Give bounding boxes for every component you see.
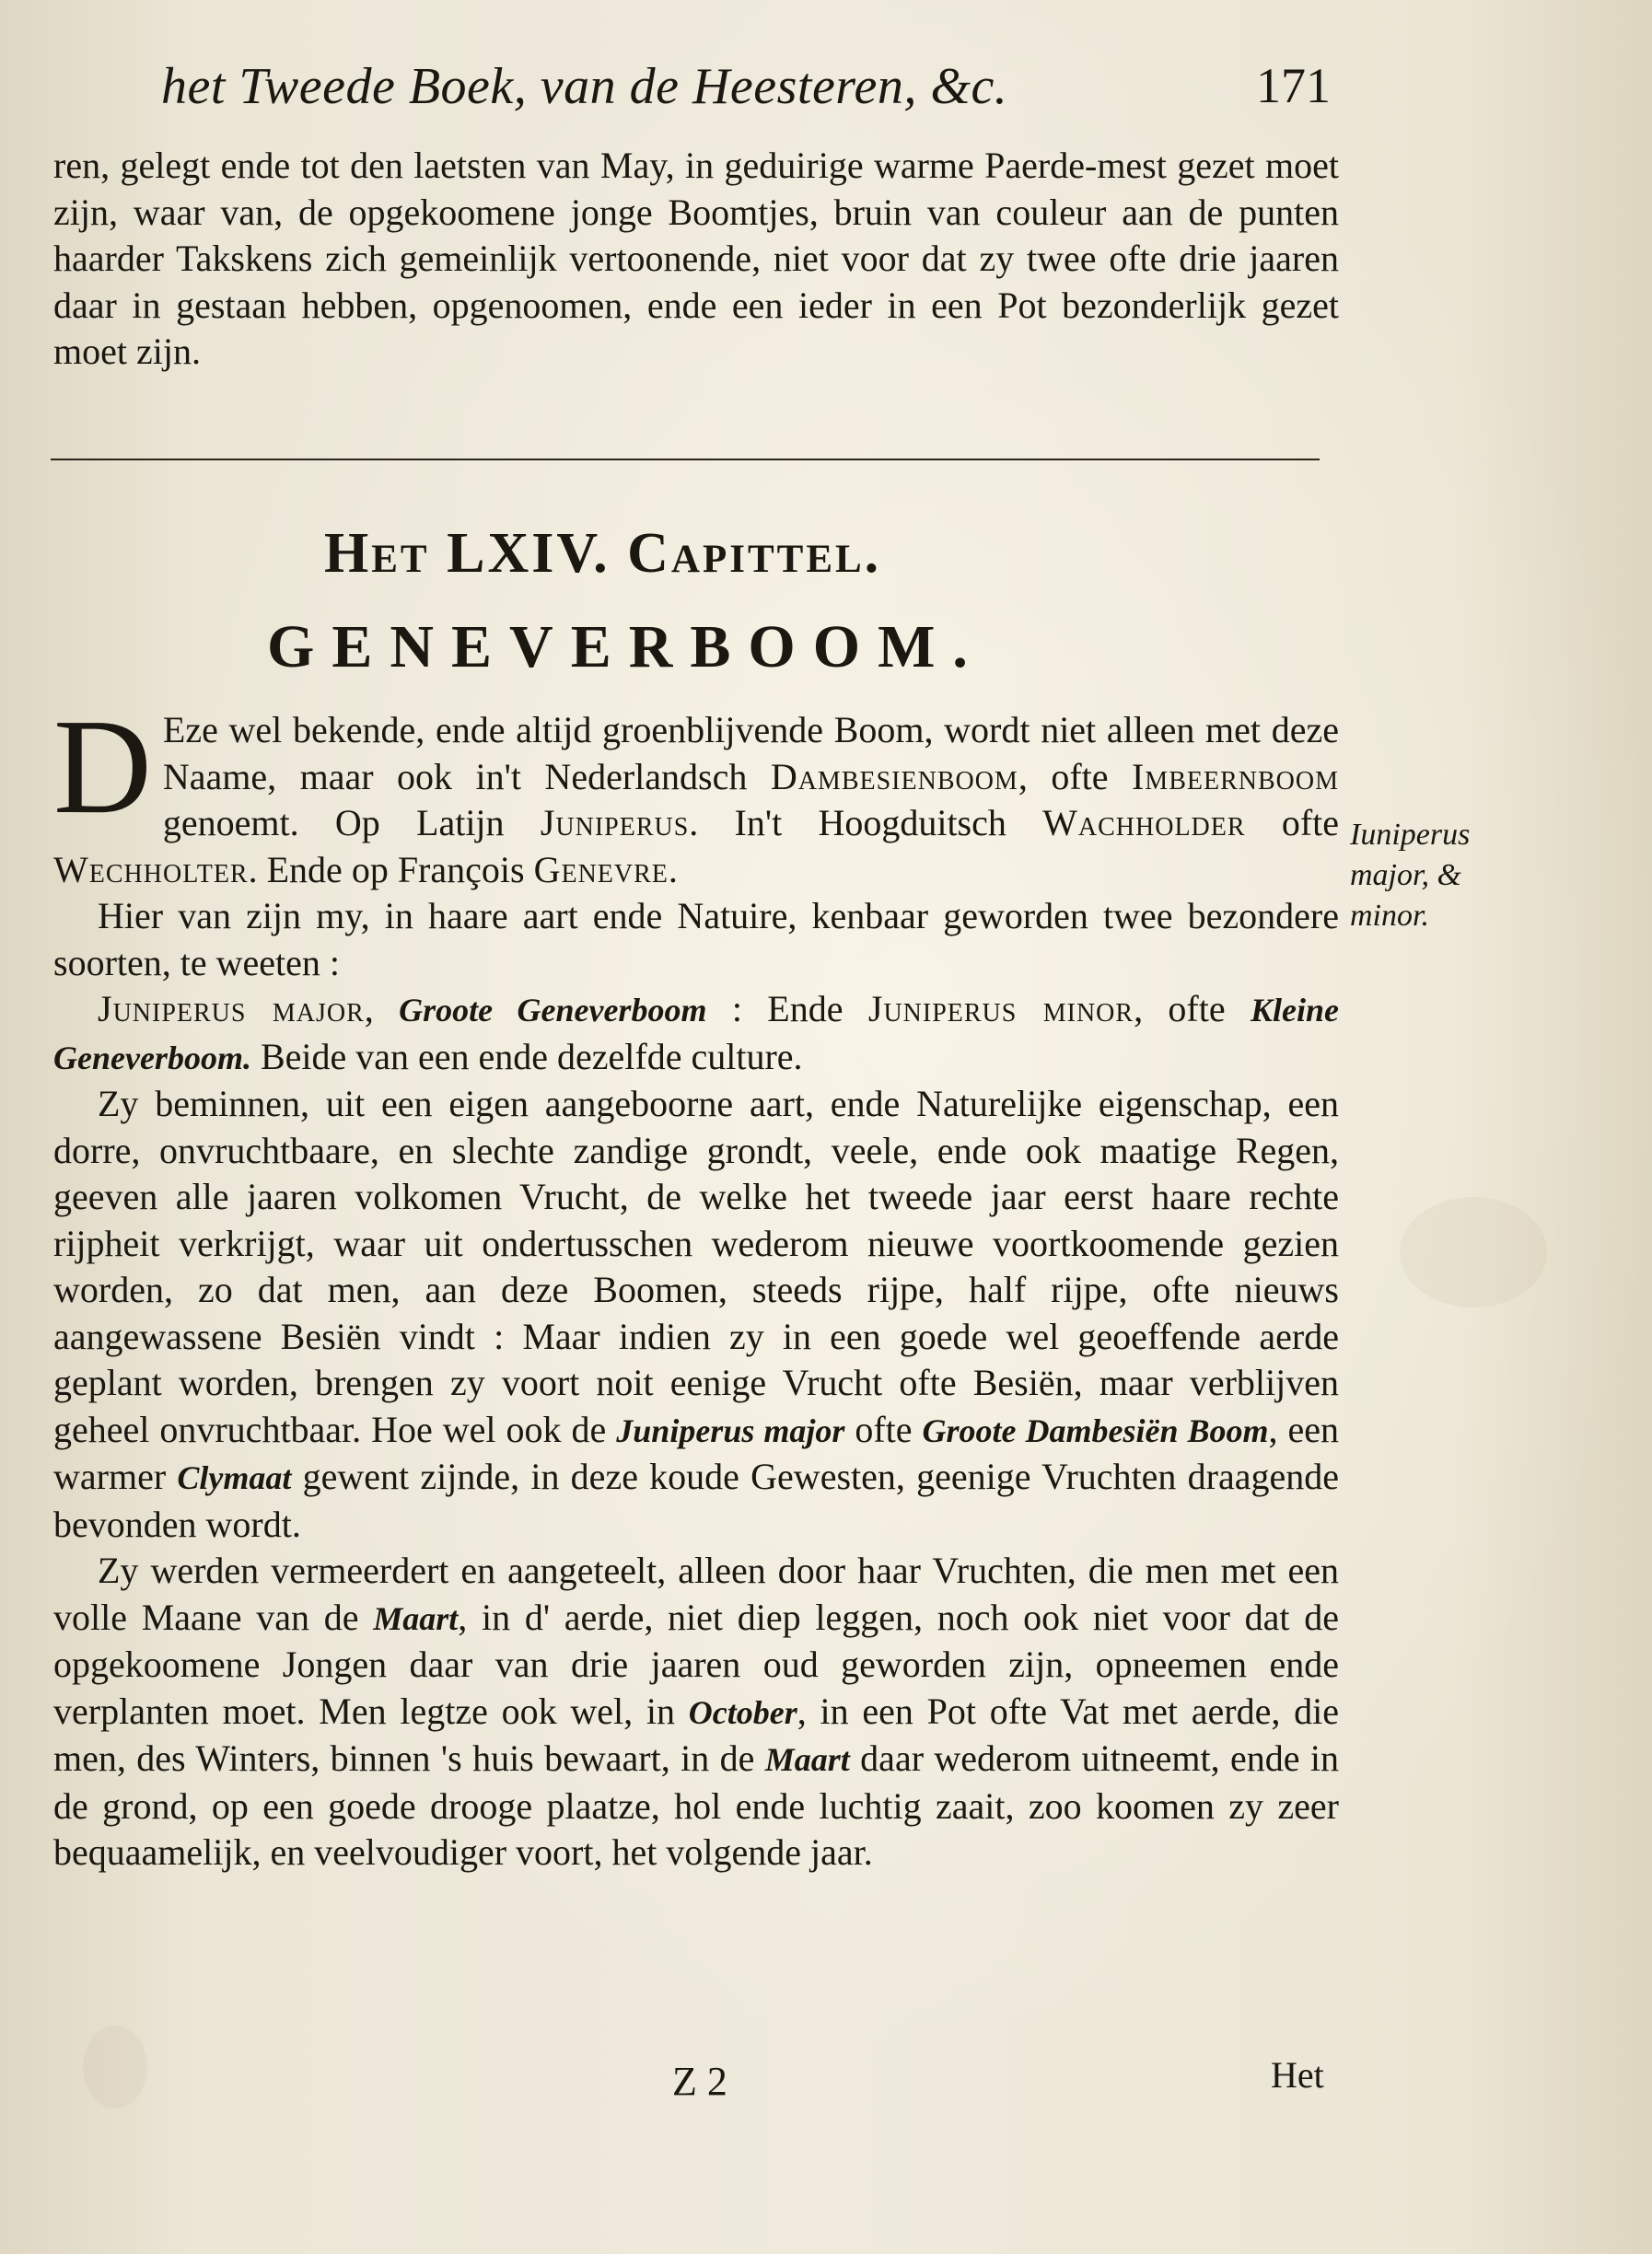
paragraph-1 — [53, 691, 1340, 893]
drop-cap: D — [53, 691, 152, 842]
paragraph-1-text: Eze wel bekende, ende altijd groenblijvende Boom, wordt niet alleen met deze Naame, maar ook in't Nederlandsch — [162, 709, 1339, 797]
name-juniperus-minor: Juniperus minor — [867, 988, 1134, 1029]
italic-maart: Maart — [764, 1741, 850, 1778]
paragraph-1-text: genoemt. Op Latijn — [162, 802, 541, 843]
paper-stain — [83, 2026, 147, 2109]
paragraph-5-text: Zy werden vermeerdert en aangeteelt, alleen door haar Vruchten, die men met een volle Maane van de — [53, 1550, 1339, 1638]
name-imbeernboom: Imbeernboom — [1131, 755, 1339, 797]
paragraph-4-text: ofte — [844, 1408, 923, 1450]
paragraph-5-text: , in een Pot ofte Vat met aerde, die men, des Winters, binnen 's huis bewaart, in de — [53, 1690, 1340, 1779]
margin-note-line: major, & — [1350, 858, 1461, 892]
carryover-paragraph — [53, 143, 1339, 376]
paragraph-1-text: . Ende op François — [248, 848, 534, 890]
running-header — [161, 57, 1331, 131]
paragraph-4-text: Zy beminnen, uit een eigen aangeboorne aart, ende Naturelijke eigenschap, een dorre, onvruchtbaare, en slechte zandige grondt, veele, ende ook maatige Regen, geeven alle jaaren volkomen Vrucht, de welke het tweede jaar eerst haare rechte rijpheit verkrijgt, waar uit ondertusschen wederom nieuwe voortkoomende gezien worden, zo dat men, aan deze Boomen, steeds rijpe, half rijpe, ofte nieuws aangewassene Besiën vindt : Maar indien zy in een goede wel geoeffende aerde geplant worden, brengen zy voort noit eenige Vrucht ofte Besiën, maar verblijven geheel onvruchtbaar. Hoe wel ook de — [53, 1083, 1339, 1450]
paragraph-1-text: ofte — [1245, 802, 1340, 843]
paragraph-3-text: Beide van een ende dezelfde culture. — [250, 1035, 803, 1077]
italic-groote-geneverboom: Groote Geneverboom — [399, 992, 707, 1028]
italic-kleine-geneverboom: Kleine Geneverboom. — [53, 992, 1339, 1076]
paragraph-4-text: , een warmer — [53, 1408, 1340, 1497]
paragraph-5 — [53, 1548, 1339, 1876]
italic-maart: Maart — [373, 1599, 459, 1637]
paragraph-3-text: : Ende — [706, 988, 868, 1029]
paper-stain — [1400, 1197, 1547, 1307]
paragraph-1-text: . In't Hoogduitsch — [689, 802, 1043, 843]
name-genevre: Genevre — [533, 848, 669, 890]
paragraph-3 — [53, 986, 1339, 1081]
italic-clymaat: Clymaat — [177, 1459, 292, 1496]
carryover-text: ren, gelegt ende tot den laetsten van May, in geduirige warme Paerde-mest gezet moet zijn, waar van, de opgekoomene jonge Boomtjes, bruin van couleur aan de punten haarder Takskens zich gemeinlijk vertoonende, niet voor dat zy twee ofte drie jaaren daar in gestaan hebben, opgenoomen, ende een ieder in een Pot bezonderlijk gezet moet zijn. — [53, 145, 1339, 372]
paragraph-4-text: gewent zijnde, in deze koude Gewesten, geenige Vruchten draagende bevonden wordt. — [53, 1456, 1339, 1545]
catchword: Het — [1271, 2054, 1324, 2096]
paragraph-1-text: . — [668, 848, 678, 890]
signature-mark: Z 2 — [672, 2059, 727, 2104]
italic-october: October — [688, 1693, 797, 1731]
margin-note — [1350, 815, 1534, 936]
name-wachholder: Wachholder — [1042, 802, 1246, 843]
name-wechholter: Wechholter — [53, 848, 249, 890]
chapter-title: GENEVERBOOM. — [267, 613, 985, 680]
paragraph-3-text: , — [364, 988, 400, 1029]
paragraph-5-text: daar wederom uitneemt, ende in de grond, op een goede drooge plaatze, hol ende luchtig zaait, zoo koomen zy zeer bequaamelijk, en veelvoudiger voort, het volgende jaar. — [53, 1737, 1339, 1873]
paragraph-2: Hier van zijn my, in haare aart ende Natuire, kenbaar geworden twee bezondere soorten, te weeten : — [53, 895, 1339, 983]
margin-note-line: minor. — [1350, 899, 1429, 933]
italic-juniperus-major: Juniperus major — [616, 1412, 845, 1449]
paragraph-5-text: , in d' aerde, niet diep leggen, noch ook niet voor dat de opgekoomene Jongen daar van drie jaaren oud geworden zijn, opneemen ende verplanten moet. Men legtze ook wel, in — [53, 1596, 1339, 1732]
paragraph-3-text: , ofte — [1134, 988, 1251, 1029]
paragraph-4 — [53, 1081, 1339, 1548]
chapter-heading: Het LXIV. Capittel. — [324, 522, 882, 585]
chapter-body — [53, 691, 1340, 1876]
name-juniperus-major: Juniperus major — [98, 988, 365, 1029]
chapter-divider-rule — [51, 459, 1320, 460]
name-juniperus: Juniperus — [540, 802, 690, 843]
margin-note-line: Iuniperus — [1350, 818, 1471, 852]
page-number: 171 — [1256, 58, 1331, 113]
running-title: het Tweede Boek, van de Heesteren, &c. — [161, 58, 1008, 115]
name-dambesienboom: Dambesienboom — [770, 755, 1018, 797]
italic-groote-dambesien-boom: Groote Dambesiën Boom — [922, 1412, 1269, 1449]
paragraph-1-text: , ofte — [1018, 755, 1132, 797]
